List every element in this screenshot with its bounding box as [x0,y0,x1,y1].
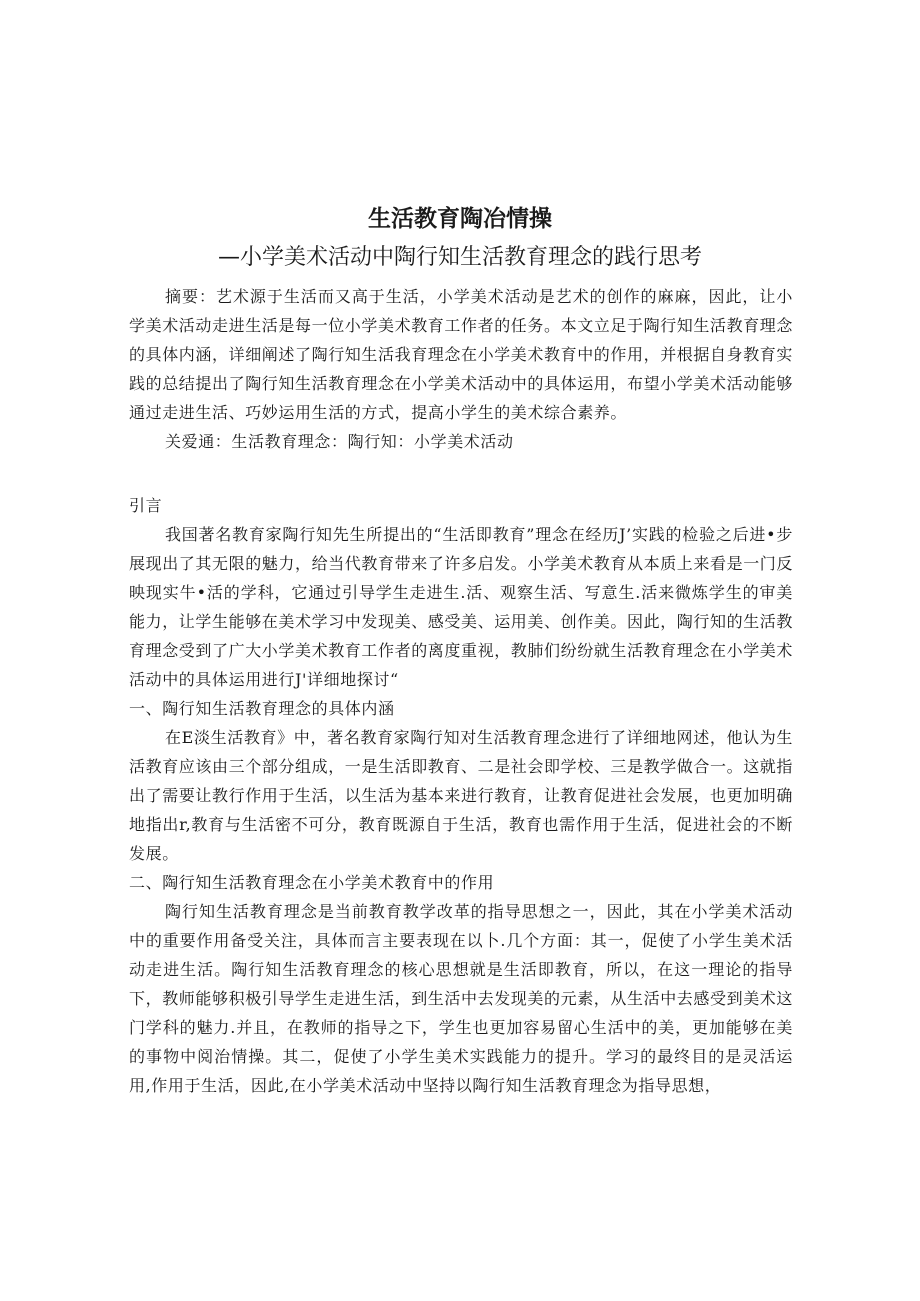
section2-heading: 二、陶行知生活教育理念在小学美术教育中的作用 [129,873,495,892]
document-subtitle: —小学美术活动中陶行知生活教育理念的践行思考 [217,245,702,270]
document-body [129,282,793,1100]
intro-paragraph: 我国著名教育家陶行知先生所提出的“生活即教育”理念在经历J’实践的检验之后进•步展现出了其无限的魅力，给当代教育带来了许多启发。小学美术教育从本质上来看是一门反映现实牛•活的学科，它通过引导学生走进生.活、观察生活、写意生.活来微炼学生的审美能力，让学生能够在美术学习中发现美、感受美、运用美、创作美。因此，陶行知的生活教育理念受到了广大小学美术教育工作者的离度重视，教肺们纷纷就生活教育理念在小学美术活动中的具体运用进行J'详细地探讨“ [129,525,794,689]
intro-heading: 引言 [129,496,163,515]
section2-paragraph: 陶行知生活教育理念是当前教育教学改革的指导思想之一，因此，其在小学美术活动中的重要作用备受关注，具体而言主要表现在以卜.几个方面：其一，促使了小学生美术活动走进生活。陶行知生活教育理念的核心思想就是生活即教育，所以，在这一理论的指导下，教师能够积极引导学生走进生活，到生活中去发现美的元素，从生活中去感受到美术这门学科的魅力.并且，在教师的指导之下，学生也更加容易留心生活中的美，更加能够在美的事物中阅治情操。其二，促使了小学生美术实践能力的提升。学习的最终目的是灵活运用,作用于生活，因此,在小学美术活动中坚持以陶行知生活教育理念为指导思想， [129,902,794,1095]
section1-paragraph: 在E淡生活教育》中，著名教育家陶行知对生活教育理念进行了详细地网述，他认为生活教育应该由三个部分组成，一是生活即教育、二是社会即学校、三是教学做合一。这就指出了需要让教行作用于生活，以生活为基本来进行教育，让教育促进社会发展，也更加明确地指出r,教育与生活密不可分，教育既源自于生活，教育也需作用于生活，促进社会的不断发展。 [129,728,794,863]
document-title: 生活教育陶冶情操 [368,206,552,232]
section1-heading: 一、陶行知生活教育理念的具体内涵 [129,699,395,718]
keywords-line: 关爱通：生活教育理念：陶行知：小学美术活动 [165,432,514,451]
abstract-paragraph: 摘要：艺术源于生活而又高于生活，小学美术活动是艺术的创作的麻麻，因此，让小学美术活动走进生活是每一位小学美术教育工作者的任务。本文立足于陶行知生活教育理念的具体内涵，详细阐述了陶行知生活我育理念在小学美术教育中的作用，并根据自身教育实践的总结提出了陶行知生活教育理念在小学美术活动中的具体运用，布望小学美术活动能够通过走进生活、巧妙运用生活的方式，提高小学生的美术综合素养。 [129,287,794,422]
